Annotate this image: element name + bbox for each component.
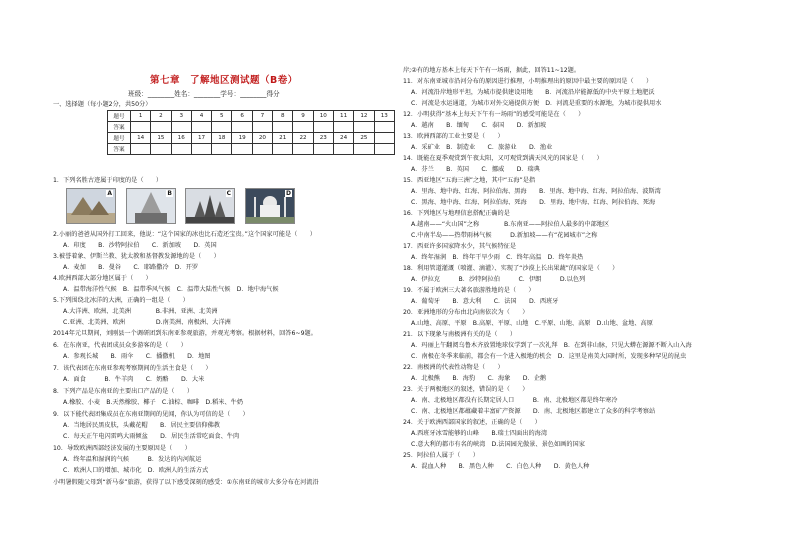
question-text: 3.被誉着象、伊斯兰教、犹太教和基督教发源地的是（ ）	[53, 253, 220, 260]
image-label: D	[286, 190, 291, 197]
table-cell: 13	[374, 111, 394, 122]
question-text: 22．南极洲的代表性动物是（ ）	[403, 364, 504, 371]
table-cell: 21	[273, 133, 293, 144]
table-cell: 23	[313, 133, 333, 144]
question-options: A.西班牙冰雪能够的山峰 B.瑞士四面出的海湾	[411, 430, 548, 437]
answer-cell[interactable]	[131, 122, 151, 133]
table-cell: 4	[191, 111, 211, 122]
question-options: A．终年温和湿润的气候 B．发达的内河航运	[63, 456, 202, 463]
question-text: 10．导致欧洲西部经济发展的主要原因是（ ）	[53, 445, 191, 452]
question-options: A．麦加 B．曼谷 C．耶路撒冷 D．开罗	[63, 264, 199, 271]
table-cell: 24	[333, 133, 353, 144]
page-title: 第七章 了解地区测试题（B卷）	[150, 75, 298, 86]
question-text: 小明暑假随父母到“新马泰”旅游，获得了以下感受深刻的感受：①东南亚的城市大多分布在河流沿	[53, 479, 319, 486]
image-label: C	[226, 190, 231, 197]
table-cell: 题号	[108, 133, 131, 144]
table-cell: 25	[354, 133, 374, 144]
table-cell: 19	[232, 133, 252, 144]
question-options: A．面食 B．牛羊肉 C．奶酪 D．大米	[63, 376, 205, 383]
question-options: C．欧洲人口的增加、城市化 D．欧洲人的生活方式	[63, 467, 209, 474]
question-text: 14．既能在夏季观赏到午夜太阳，又可观赏到满天风光的国家是（ ）	[403, 155, 603, 162]
section-heading: 一、选择题（每小题2分，共50分）	[53, 101, 152, 108]
question-options: A．芬兰 B．英国 C．挪威 D．瑞典	[411, 166, 540, 173]
answer-cell[interactable]	[313, 122, 333, 133]
answer-cell[interactable]	[232, 122, 252, 133]
table-cell: 7	[252, 111, 272, 122]
answer-cell[interactable]	[333, 122, 353, 133]
answer-cell	[374, 144, 394, 155]
question-options: A．当地居民黑皮肤，头戴花帽 B．居民主要信仰佛教	[63, 422, 220, 429]
question-options: A．伊拉克 B．沙特阿拉伯 C．伊朗 D.以色列	[411, 276, 586, 283]
question-options: C.亚洲、北美洲、欧洲 D.南美洲、南极洲、大洋洲	[63, 319, 231, 326]
question-text: 23．关于两极地区的叙述，错误的是（ ）	[403, 386, 529, 393]
question-text: 25．阿拉伯人属于（ ）	[403, 452, 479, 459]
answer-cell[interactable]	[273, 122, 293, 133]
answer-cell[interactable]	[293, 122, 313, 133]
table-cell: 11	[333, 111, 353, 122]
question-options: A.山地、高原、平原 B.高原、平原、山地 C.平原、山地、高原 D.山地、盆地、高原	[411, 320, 653, 327]
question-options: A．采矿业 B．制造业 C．旅游业 D．渔业	[411, 144, 553, 151]
table-row	[108, 144, 395, 155]
answer-cell[interactable]	[252, 122, 272, 133]
table-cell: 10	[313, 111, 333, 122]
question-text: 9．以下能代表团集成员在东南亚期间的见闻，你认为可信的是（ ）	[53, 411, 249, 418]
answer-cell[interactable]	[313, 144, 333, 155]
question-options: A．终年湿润 B．终年干旱少雨 C．终年高温 D．终年炎热	[411, 254, 584, 261]
question-text: 7．该代表团在东南亚参观考察期间的生活主食是（ ）	[53, 365, 212, 372]
question-text: 16．下列地区与地理信息搭配正确的是	[403, 210, 510, 217]
question-options: A．北极熊 B．海豹 C．海象 D．企鹅	[411, 375, 547, 382]
answer-table	[107, 110, 395, 155]
question-options: C．每天正午电闪雷鸣大雨倾盆 D．居民生活常吃面食、牛肉	[63, 433, 240, 440]
question-text: 12．小明获得“基本上每天下午有一场雨”的感受可能是在（ ）	[403, 111, 585, 118]
table-cell: 6	[232, 111, 252, 122]
table-cell: 8	[273, 111, 293, 122]
question-text: 11．对东南亚城市沿河分布的原因进行推理，小明推理出的原因中最主要的原因是（ ）	[403, 78, 653, 85]
image-label: A	[107, 190, 112, 197]
table-cell: 答案	[108, 122, 131, 133]
pagoda-image	[126, 188, 176, 224]
question-options: A．南、北极地区都没有长期定居人口 B．南、北极地区都是终年寒冷	[411, 397, 618, 404]
pyramids-image	[66, 188, 116, 224]
answer-cell[interactable]	[151, 122, 171, 133]
question-options: C．南、北极地区都蕴藏着丰富矿产资源 D．南、北极地区都建立了众多的科学考察站	[411, 408, 656, 415]
question-options: C.意大利的都市有名的峡湾 D.法国园光傲景、景色如画的国家	[411, 441, 585, 448]
question-text: 2.小丽的爸爸从国外打工回来，他说：“这个国家的冰也比石造还宝贵。”这个国家可能是（ ）	[53, 231, 316, 238]
answer-cell[interactable]	[171, 144, 191, 155]
question-options: A．葡萄牙 B．意大利 C．法国 D．西班牙	[411, 298, 559, 305]
table-cell: 20	[252, 133, 272, 144]
table-cell: 18	[212, 133, 232, 144]
question-options: A．混血人种 B．黑色人种 C．白色人种 D．黄色人种	[411, 463, 590, 470]
answer-cell[interactable]	[212, 122, 232, 133]
question-text: 21．以下现象与南极洲有关的是（ ）	[403, 331, 517, 338]
table-cell: 12	[354, 111, 374, 122]
table-cell: 14	[131, 133, 151, 144]
answer-cell[interactable]	[171, 122, 191, 133]
answer-cell[interactable]	[191, 144, 211, 155]
table-cell	[374, 133, 394, 144]
table-cell: 题号	[108, 111, 131, 122]
answer-cell[interactable]	[354, 144, 374, 155]
question-options: A．参观长城 B．雨伞 C．播撒机 D．地图	[63, 353, 211, 360]
table-cell: 9	[293, 111, 313, 122]
question-text: 1．下列名胜古迹属于印度的是（ ）	[53, 177, 163, 184]
question-text: 6．在东南亚，代表团成员众多游客的是（ ）	[53, 342, 187, 349]
question-options: A．越南 B．缅甸 C．泰国 D．新加坡	[411, 122, 547, 129]
question-text: 17．西亚许多国家降水少，其气候特征是	[403, 243, 517, 250]
table-cell: 15	[151, 133, 171, 144]
table-cell: 22	[293, 133, 313, 144]
question-options: A.橡胶、小麦 B.天然橡胶、椰子 C.油棕、咖啡 D.稻米、牛奶	[63, 399, 244, 406]
answer-cell[interactable]	[151, 144, 171, 155]
question-text: 岸;②有的地方基本上每天下午有一场雨，据此，回答11~12题。	[403, 67, 581, 74]
question-options: A．印度 B．沙特阿拉伯 C．新加坡 D．英国	[63, 242, 217, 249]
taj-mahal-image	[245, 188, 295, 224]
question-text: 24．关于欧洲西部国家的叙述，正确的是（ ）	[403, 419, 541, 426]
question-text: 19．不属于欧洲三大著名旅游胜地的是（ ）	[403, 287, 535, 294]
table-row	[108, 133, 395, 144]
question-text: 20．亚洲地形的分布由北向南依次为（ ）	[403, 309, 529, 316]
question-options: A．里海、地中海、红海、阿拉伯海、黑海 B．里海、地中海、红海、阿拉伯海、波斯湾	[411, 188, 661, 195]
question-text: 4.欧洲西部大部分地区属于（ ）	[53, 275, 152, 282]
table-cell: 16	[171, 133, 191, 144]
table-cell: 答案	[108, 144, 131, 155]
answer-cell[interactable]	[252, 144, 272, 155]
answer-cell[interactable]	[273, 144, 293, 155]
question-options: A.大洋洲、欧洲、北美洲 B.非洲、亚洲、北美洲	[63, 308, 218, 315]
student-info-line: 班级：________姓名：________学号：________得分	[128, 90, 280, 98]
answer-cell[interactable]	[191, 122, 211, 133]
table-cell: 3	[171, 111, 191, 122]
image-label: B	[167, 190, 172, 197]
table-cell: 17	[191, 133, 211, 144]
table-cell: 1	[131, 111, 151, 122]
question-text: 13．欧洲西部的工业主要是（ ）	[403, 133, 504, 140]
question-options: A.越南——“火山国”之称 B.东南亚——阿拉伯人最多的中部地区	[411, 221, 610, 228]
answer-cell[interactable]	[374, 122, 394, 133]
table-row	[108, 122, 395, 133]
question-text: 18．利用管道灌溉（喷灌、滴灌）、实现了“沙漠上长出果蔬”的国家是（ ）	[403, 265, 619, 272]
answer-cell[interactable]	[333, 144, 353, 155]
answer-cell[interactable]	[212, 144, 232, 155]
question-options: C．南极在冬季来临前，都会有一个进入极地的机会 D．这里是南美大国时所，发现多种罕见的昆虫	[411, 353, 687, 360]
question-options: C.中南半岛——热带雨林气候 D.新加坡——有“花园城市”之称	[411, 232, 598, 239]
temple-image	[185, 188, 235, 224]
question-options: A．河流沿岸地形平坦，为城市提供建设用地 B．河流沿岸能源低的中央平原土地肥沃	[411, 89, 655, 96]
question-text: 8．下列产品是东南亚的主要出口产品的是（ ）	[53, 388, 194, 395]
question-options: A．玛丽上午翻阅乌鲁木齐放置地球仪学到了一次礼拜 B．在到非山脉，只见大蟒在源源不断入山入海	[411, 342, 692, 349]
question-text: 5.下列围绕北冰洋的大洲，正确的一组是（ ）	[53, 297, 189, 304]
question-text: 15．西亚地区“五海三洲”之地，其中“五海”是指	[403, 177, 536, 184]
question-options: A．温带海洋性气候 B．温带季风气候 C．温带大陆性气候 D．地中海气候	[63, 286, 279, 293]
table-row	[108, 111, 395, 122]
answer-cell[interactable]	[293, 144, 313, 155]
answer-cell[interactable]	[131, 144, 151, 155]
table-cell: 2	[151, 111, 171, 122]
question-options: C．黑海、地中海、红海、阿拉伯海、死海 D．里海、地中海、红海、阿拉伯海、死海	[411, 199, 656, 206]
answer-cell[interactable]	[354, 122, 374, 133]
question-options: C．河流是水运通道，为城市对外交通提供方便 D．河流是重要的水源地，为城市提供用水	[411, 100, 662, 107]
table-cell: 5	[212, 111, 232, 122]
answer-cell[interactable]	[232, 144, 252, 155]
question-text: 2014年元旦期间，刘刚县一个调研团到东南亚参观旅游，并观光考察。根据材料，回答6~9题。	[53, 330, 317, 337]
